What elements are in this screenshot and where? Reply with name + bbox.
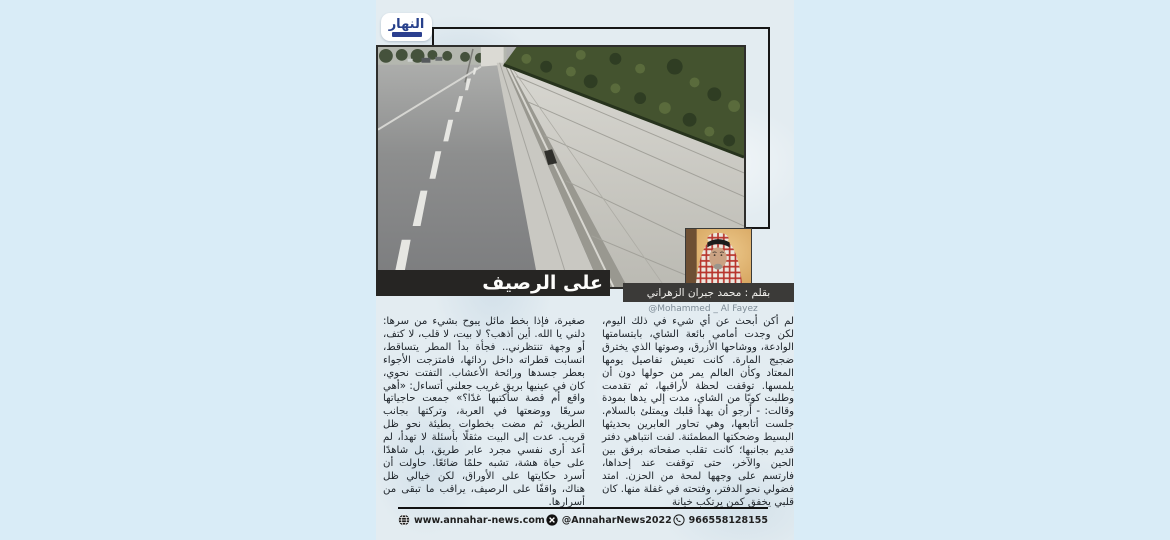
article-title-bar (376, 270, 610, 296)
article-title: على الرصيف (482, 272, 603, 294)
logo-title: النهار (388, 16, 425, 32)
author-photo (685, 228, 752, 287)
globe-icon (398, 514, 410, 526)
footer-phone (673, 514, 768, 526)
footer-twitter-text: @AnnaharNews2022 (561, 514, 672, 526)
logo-ribbon (392, 32, 422, 37)
article-column-1: لم أكن أبحث عن أي شيء في ذلك اليوم، لكن وجدت أمامي بائعة الشاي، بابتسامتها الوادعة، ووشاحها الأزرق، وصوتها الذي يخترق ضجيج المارة. كانت تعيش تفاصيل يومها المعتاد وكأن العالم يمر من حولها دون أن يلمسها. توقفت لحظة لأراقبها، ثم تقدمت وطلبت كوبًا من الشاي، مدت إلي يدها بمودة وقالت: - أرجو أن يهدأ قلبك ويمتلئ بالسلام. جلست أتابعها، وهي تحاور العابرين بحديثها البسيط وضحكتها المطمئنة. لفت انتباهي دفتر قديم بجانبها؛ كانت تقلب صفحاته برفق بين الحين والآخر، حتى توقفت عند إحداها، فارتسم على وجهها لمحة من الحزن. امتد فضولي نحو الدفتر، وفتحته في غفلة منها. كان قلبي يخفق كمن يرتكب خيانة (602, 316, 794, 508)
flyer-panel (376, 0, 794, 540)
byline-bar (623, 283, 794, 302)
article-column-2: صغيرة، فإذا بخط مائل يبوح بشيء من سرها: دلني يا الله. أين أذهب؟ لا بيت، لا قلب، لا كتف، أو وجهة تنتظرني.. فجأة بدأ المطر يتساقط، انسابت قطراته داخل ردائها، فامتزجت الأجواء بعطر جسدها ورائحة الأعشاب. التفتت نحوي، كان في عينيها بريق غريب جعلني أتساءل: «أهي واقع أم قصة سأكتبها غدًا؟» جمعت حاجياتها سريعًا ووضعتها في العربة، وتركتها بجانب الطريق، ثم مضت بخطوات بطيئة نحو ظل قريب. عدت إلى البيت مثقلًا بأسئلة لا تهدأ، لم أعد أرى نفسي مجرد عابر طريق، بل شاهدًا على حياة هشة، تشبه حلمًا ضائعًا. حاولت أن أسرد حكايتها على الأوراق، لكن خيالي ظل هناك، واقفًا على الرصيف، يراقب ما تبقى من أسرارها. (383, 316, 585, 508)
author-portrait-graphic (686, 229, 751, 286)
footer-bar (398, 507, 768, 526)
footer-twitter (546, 514, 672, 526)
annahar-logo (381, 13, 432, 41)
footer-website-text: www.annahar-news.com (414, 514, 545, 526)
footer-website (398, 514, 545, 526)
whatsapp-icon (673, 514, 685, 526)
byline-text: بقلم : محمد جبران الزهراني (646, 286, 771, 299)
x-icon (546, 514, 558, 526)
footer-phone-text: 966558128155 (688, 514, 768, 526)
author-handle: @Mohammed _ Al Fayez (648, 304, 758, 314)
